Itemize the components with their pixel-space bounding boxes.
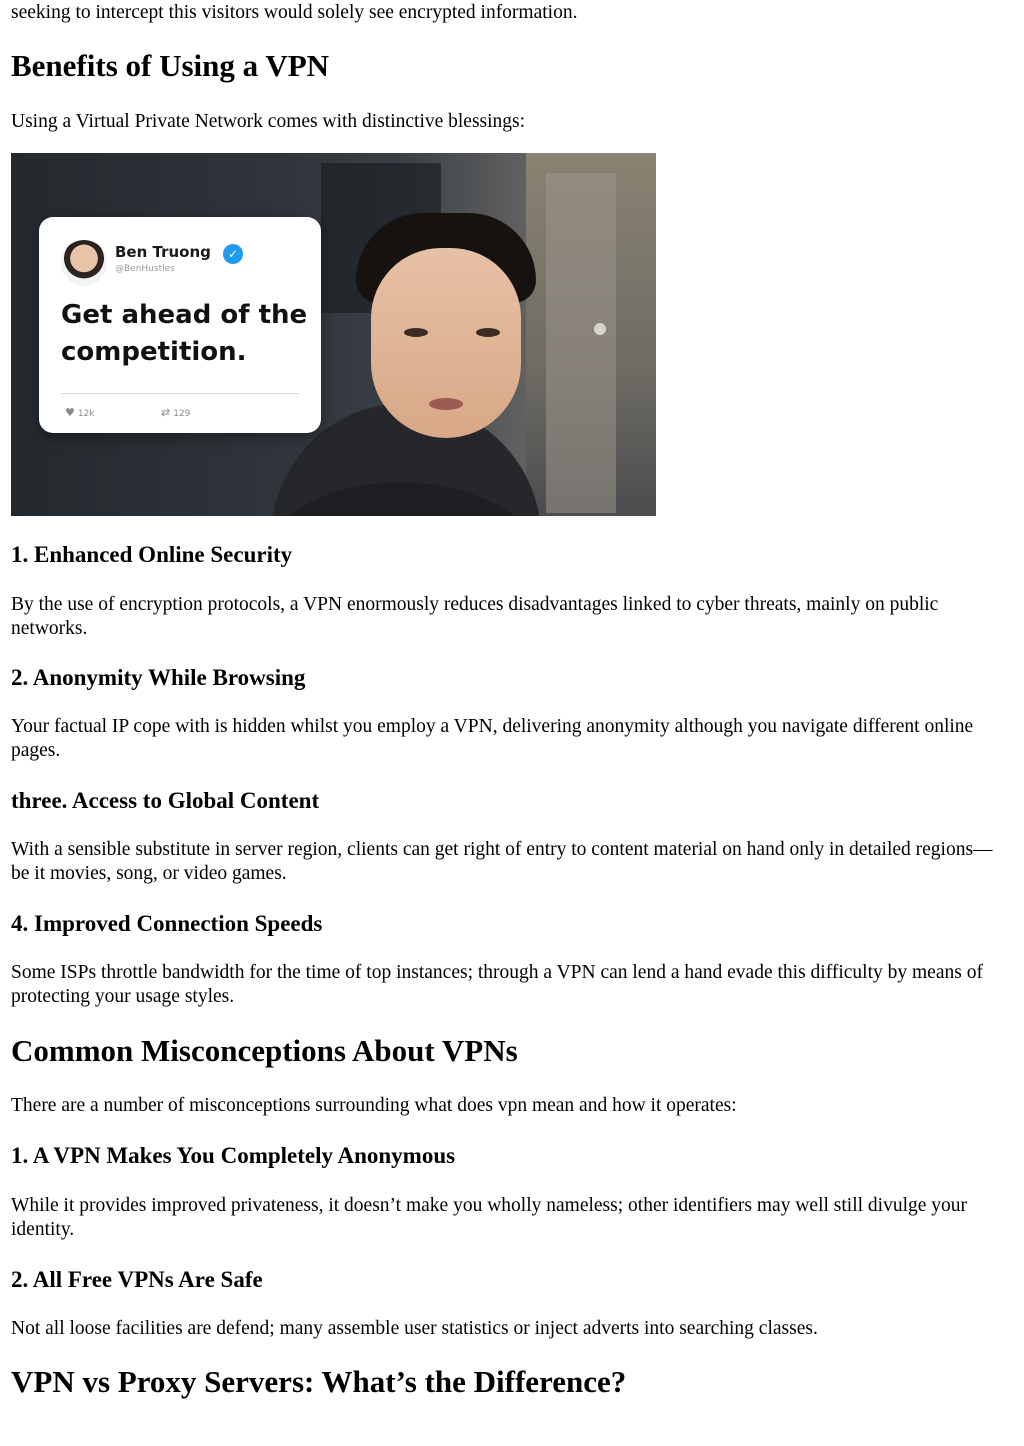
article-image [11,153,656,516]
misconception-title: 1. A VPN Makes You Completely Anonymous [11,1143,456,1168]
benefit-text: Your factual IP cope with is hidden whilst you employ a VPN, delivering anonymity although you navigate different online pages. [11,716,974,761]
misconception-title: 2. All Free VPNs Are Safe [11,1267,263,1292]
comparison-heading: VPN vs Proxy Servers: What’s the Difference? [11,1364,627,1399]
misconceptions-heading: Common Misconceptions About VPNs [11,1033,518,1068]
heart-icon: ♥ [65,406,75,419]
benefit-text: With a sensible substitute in server region, clients can get right of entry to content material on hand only in detailed regions—be it movies, song, or video games. [11,839,993,884]
benefit-text: Some ISPs throttle bandwidth for the time of top instances; through a VPN can lend a hand evade this difficulty by means of protecting your usage styles. [11,962,983,1007]
tweet-card [39,217,321,433]
benefits-intro: Using a Virtual Private Network comes with distinctive blessings: [11,111,526,132]
benefit-title: 1. Enhanced Online Security [11,542,293,567]
tweet-text: Get ahead of the competition. [61,300,308,367]
misconceptions-intro: There are a number of misconceptions surrounding what does vpn mean and how it operates: [11,1095,737,1116]
intro-fragment: seeking to intercept this visitors would solely see encrypted information. [11,2,578,23]
benefits-heading: Benefits of Using a VPN [11,48,330,83]
tweet-author-name: Ben Truong [115,243,211,261]
avatar [61,240,107,286]
repost-count: ⇄ 129 [161,406,191,419]
benefit-title: three. Access to Global Content [11,788,320,813]
misconception-text: Not all loose facilities are defend; many assemble user statistics or inject adverts into searching classes. [11,1318,818,1339]
divider [61,393,299,394]
misconception-text: While it provides improved privateness, it doesn’t make you wholly nameless; other identifiers may well still divulge your identity. [11,1195,968,1240]
benefit-text: By the use of encryption protocols, a VPN enormously reduces disadvantages linked to cyber threats, mainly on public networks. [11,594,939,639]
like-count: ♥ 12k [65,406,95,419]
tweet-author-handle: @BenHustles [115,264,175,274]
verified-badge-icon: ✓ [223,244,243,264]
benefit-title: 4. Improved Connection Speeds [11,911,323,936]
benefit-title: 2. Anonymity While Browsing [11,665,306,690]
repost-icon: ⇄ [161,406,171,419]
